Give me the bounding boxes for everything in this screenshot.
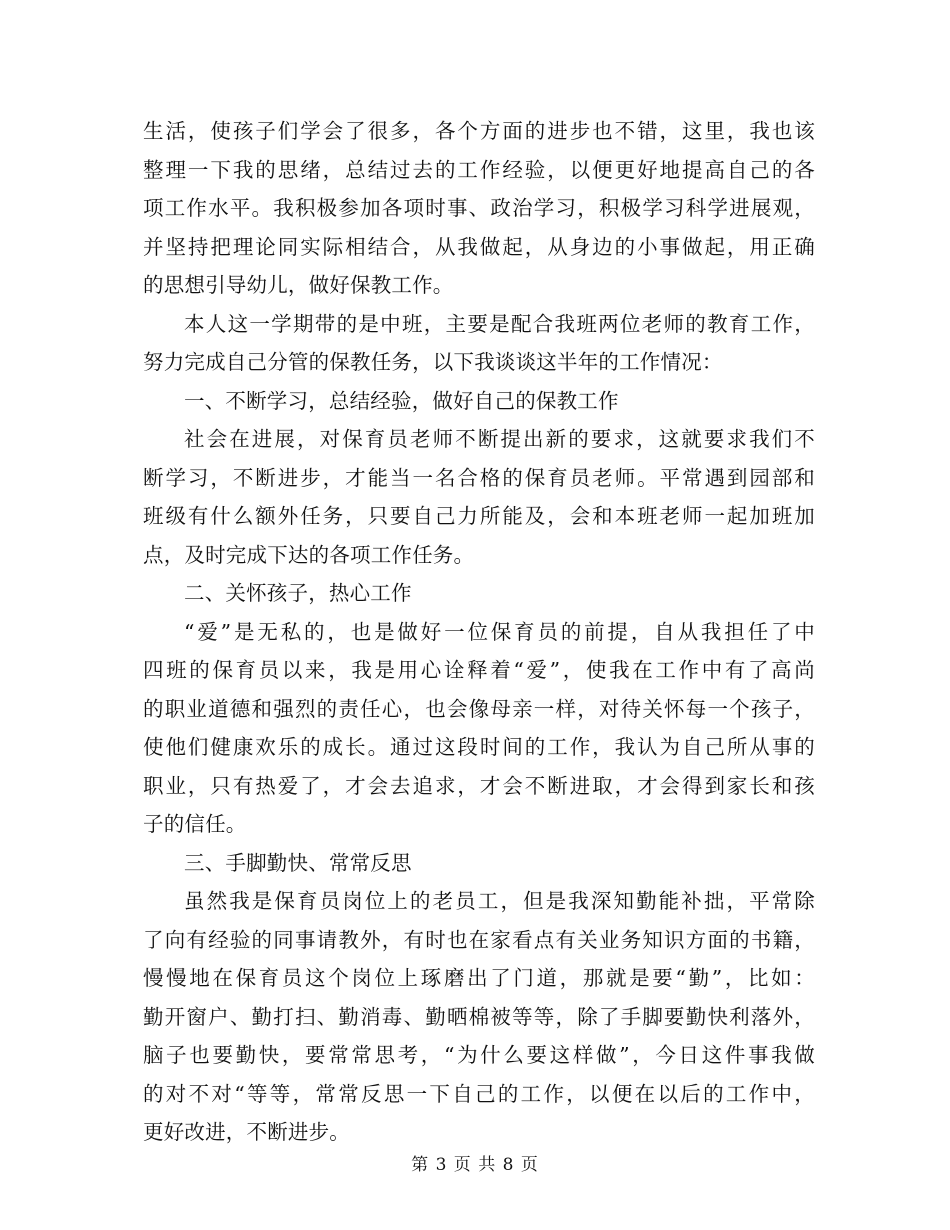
text-line: 班级有什么额外任务，只要自己力所能及，会和本班老师一起加班加 (143, 504, 815, 528)
text-line: 勤开窗户、勤打扫、勤消毒、勤晒棉被等等，除了手脚要勤快利落外， (143, 1004, 815, 1029)
text-line: 三、手脚勤快、常常反思 (184, 850, 412, 875)
text-line: 本人这一学期带的是中班，主要是配合我班两位老师的教育工作， (184, 311, 815, 336)
text-line: 的职业道德和强烈的责任心，也会像母亲一样，对待关怀每一个孩子， (143, 696, 815, 721)
text-line: 整理一下我的思绪，总结过去的工作经验，以便更好地提高自己的各 (143, 157, 815, 182)
text-line: “爱”是无私的，也是做好一位保育员的前提，自从我担任了中 (184, 619, 815, 644)
text-line: 生活，使孩子们学会了很多，各个方面的进步也不错，这里，我也该 (143, 119, 815, 143)
page-footer: 第 3 页 共 8 页 (411, 1155, 539, 1175)
text-line: 二、关怀孩子，热心工作 (184, 581, 412, 605)
text-line: 努力完成自己分管的保教任务，以下我谈谈这半年的工作情况： (143, 350, 723, 374)
text-line: 点，及时完成下达的各项工作任务。 (143, 542, 475, 567)
text-line: 并坚持把理论同实际相结合，从我做起，从身边的小事做起，用正确 (143, 234, 815, 259)
text-line: 的思想引导幼儿，做好保教工作。 (143, 273, 454, 297)
text-line: 子的信任。 (143, 812, 247, 836)
text-line: 社会在进展，对保育员老师不断提出新的要求，这就要求我们不 (184, 427, 815, 451)
text-line: 虽然我是保育员岗位上的老员工，但是我深知勤能补拙，平常除 (184, 889, 815, 913)
text-line: 使他们健康欢乐的成长。通过这段时间的工作，我认为自己所从事的 (143, 735, 815, 759)
text-line: 职业，只有热爱了，才会去追求，才会不断进取，才会得到家长和孩 (143, 773, 815, 798)
text-line: 慢慢地在保育员这个岗位上琢磨出了门道，那就是要“勤”，比如： (143, 966, 815, 990)
text-line: 脑子也要勤快，要常常思考，“为什么要这样做”，今日这件事我做 (143, 1043, 815, 1067)
text-line: 四班的保育员以来，我是用心诠释着“爱”，使我在工作中有了高尚 (143, 658, 815, 682)
text-line: 一、不断学习，总结经验，做好自己的保教工作 (184, 388, 619, 413)
text-line: 断学习，不断进步，才能当一名合格的保育员老师。平常遇到园部和 (143, 465, 815, 490)
text-line: 的对不对“等等，常常反思一下自己的工作，以便在以后的工作中， (143, 1081, 815, 1106)
text-line: 了向有经验的同事请教外，有时也在家看点有关业务知识方面的书籍， (143, 927, 815, 952)
text-line: 更好改进，不断进步。 (143, 1120, 350, 1144)
document-body (143, 112, 815, 1152)
text-line: 项工作水平。我积极参加各项时事、政治学习，积极学习科学进展观， (143, 196, 815, 220)
